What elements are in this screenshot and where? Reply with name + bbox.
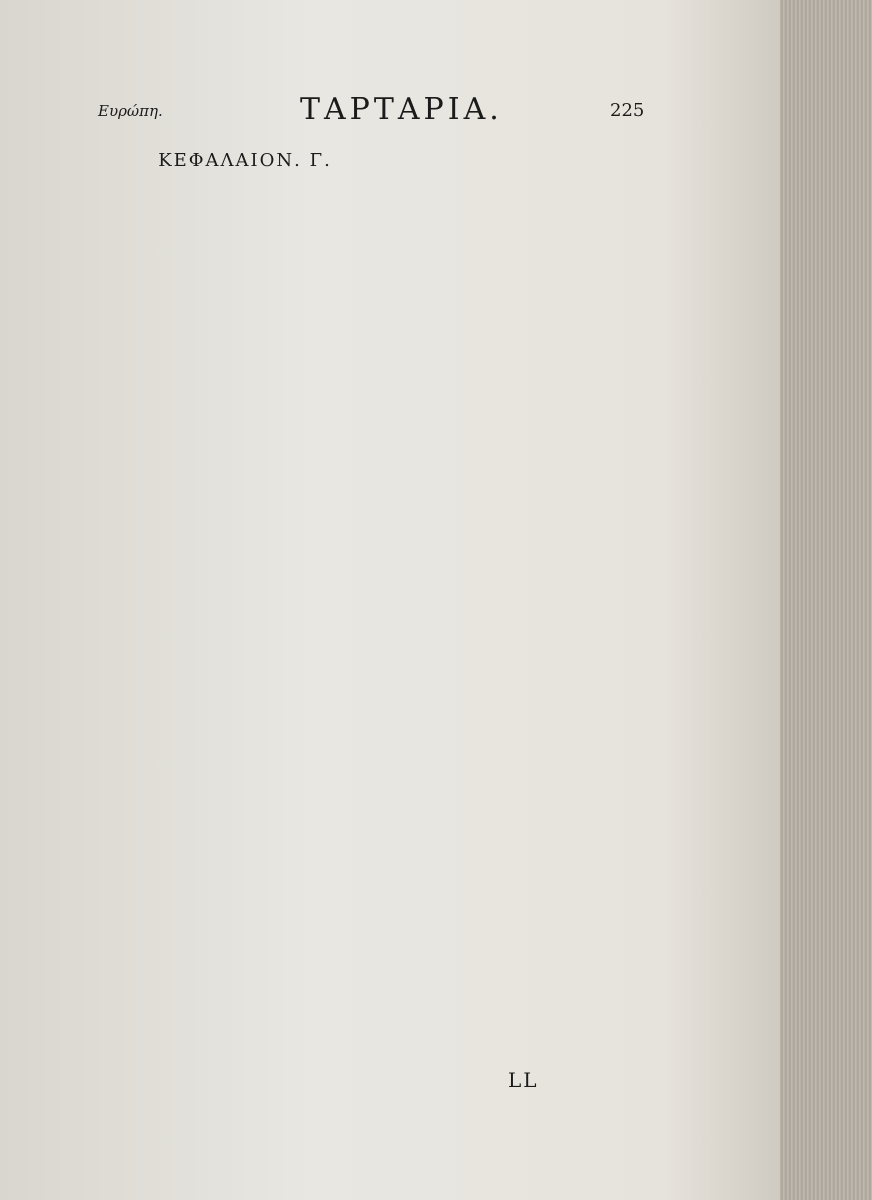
- text-column-right: [372, 94, 722, 1064]
- signature-mark: LL: [508, 1068, 539, 1092]
- chapter-title: ΚΕΦΑΛΑΙΟΝ. Γ.: [158, 150, 332, 171]
- page-edges: [780, 0, 872, 1200]
- header-left: Ευρώπη.: [98, 102, 163, 120]
- page-number: 225: [610, 100, 645, 121]
- chapter-heading: [110, 150, 380, 185]
- text-column-left: [96, 245, 381, 1065]
- header-title: ΤΑΡΤΑΡΙΑ.: [300, 92, 503, 127]
